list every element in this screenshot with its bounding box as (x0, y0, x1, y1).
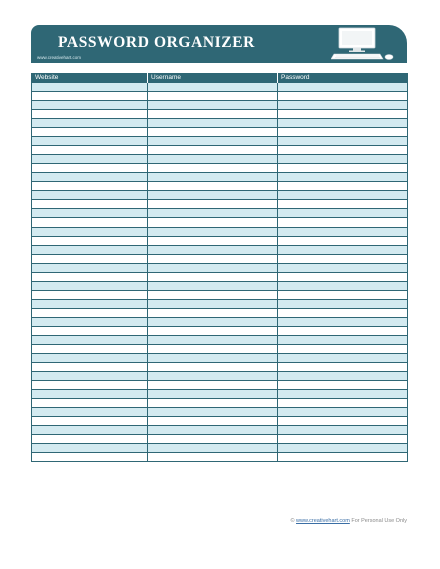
table-row (32, 326, 408, 335)
password-cell[interactable] (278, 435, 408, 444)
table-row (32, 128, 408, 137)
username-cell[interactable] (148, 155, 278, 164)
username-cell[interactable] (148, 335, 278, 344)
username-cell[interactable] (148, 263, 278, 272)
computer-icon (331, 27, 395, 61)
username-cell[interactable] (148, 344, 278, 353)
username-cell[interactable] (148, 308, 278, 317)
header-url: www.creativehart.com (37, 55, 82, 60)
username-cell[interactable] (148, 146, 278, 155)
website-cell[interactable] (32, 372, 148, 381)
password-cell[interactable] (278, 263, 408, 272)
username-cell[interactable] (148, 254, 278, 263)
username-cell[interactable] (148, 236, 278, 245)
password-cell[interactable] (278, 245, 408, 254)
password-cell[interactable] (278, 182, 408, 191)
password-cell[interactable] (278, 101, 408, 110)
website-cell[interactable] (32, 218, 148, 227)
website-cell[interactable] (32, 453, 148, 462)
table-row (32, 200, 408, 209)
password-cell[interactable] (278, 209, 408, 218)
table-row (32, 83, 408, 92)
username-cell[interactable] (148, 83, 278, 92)
table-row (32, 191, 408, 200)
password-cell[interactable] (278, 164, 408, 173)
website-cell[interactable] (32, 353, 148, 362)
website-cell[interactable] (32, 281, 148, 290)
table-row (32, 281, 408, 290)
website-cell[interactable] (32, 263, 148, 272)
username-cell[interactable] (148, 218, 278, 227)
password-cell[interactable] (278, 173, 408, 182)
password-cell[interactable] (278, 254, 408, 263)
password-cell[interactable] (278, 290, 408, 299)
username-cell[interactable] (148, 245, 278, 254)
website-cell[interactable] (32, 155, 148, 164)
website-cell[interactable] (32, 182, 148, 191)
username-cell[interactable] (148, 317, 278, 326)
table-row (32, 435, 408, 444)
website-cell[interactable] (32, 227, 148, 236)
table-row (32, 344, 408, 353)
table-row (32, 110, 408, 119)
table-row (32, 299, 408, 308)
username-cell[interactable] (148, 353, 278, 362)
password-cell[interactable] (278, 272, 408, 281)
table-row (32, 119, 408, 128)
password-cell[interactable] (278, 362, 408, 371)
username-cell[interactable] (148, 435, 278, 444)
table-row (32, 137, 408, 146)
table-row (32, 317, 408, 326)
username-cell[interactable] (148, 200, 278, 209)
header-banner (31, 25, 407, 63)
table-row (32, 426, 408, 435)
table-row (32, 245, 408, 254)
username-cell[interactable] (148, 281, 278, 290)
website-cell[interactable] (32, 83, 148, 92)
footer-link[interactable]: www.creativehart.com (296, 518, 350, 524)
table-row (32, 146, 408, 155)
copyright-symbol: © (290, 518, 295, 524)
website-cell[interactable] (32, 101, 148, 110)
username-cell[interactable] (148, 299, 278, 308)
username-cell[interactable] (148, 92, 278, 101)
username-cell[interactable] (148, 362, 278, 371)
password-cell[interactable] (278, 444, 408, 453)
website-cell[interactable] (32, 344, 148, 353)
password-cell[interactable] (278, 119, 408, 128)
password-cell[interactable] (278, 317, 408, 326)
table-row (32, 353, 408, 362)
website-cell[interactable] (32, 110, 148, 119)
username-cell[interactable] (148, 164, 278, 173)
username-cell[interactable] (148, 417, 278, 426)
username-cell[interactable] (148, 272, 278, 281)
website-cell[interactable] (32, 191, 148, 200)
password-cell[interactable] (278, 83, 408, 92)
website-cell[interactable] (32, 444, 148, 453)
website-cell[interactable] (32, 164, 148, 173)
website-cell[interactable] (32, 390, 148, 399)
table-row (32, 408, 408, 417)
table-row (32, 218, 408, 227)
username-cell[interactable] (148, 110, 278, 119)
table-row (32, 263, 408, 272)
table-body (32, 83, 408, 462)
table-row (32, 372, 408, 381)
table-row (32, 209, 408, 218)
website-cell[interactable] (32, 272, 148, 281)
website-cell[interactable] (32, 290, 148, 299)
footer-note: For Personal Use Only (351, 518, 407, 524)
website-cell[interactable] (32, 92, 148, 101)
username-cell[interactable] (148, 182, 278, 191)
website-cell[interactable] (32, 308, 148, 317)
password-cell[interactable] (278, 426, 408, 435)
password-cell[interactable] (278, 128, 408, 137)
table-row (32, 155, 408, 164)
table-header-row (32, 73, 408, 83)
website-cell[interactable] (32, 326, 148, 335)
table-row (32, 362, 408, 371)
website-cell[interactable] (32, 173, 148, 182)
username-cell[interactable] (148, 326, 278, 335)
password-cell[interactable] (278, 390, 408, 399)
password-cell[interactable] (278, 417, 408, 426)
page-title: PASSWORD ORGANIZER (58, 34, 255, 51)
username-cell[interactable] (148, 137, 278, 146)
table-row (32, 227, 408, 236)
column-header-website: Website (32, 73, 148, 83)
website-cell[interactable] (32, 245, 148, 254)
website-cell[interactable] (32, 209, 148, 218)
password-cell[interactable] (278, 399, 408, 408)
website-cell[interactable] (32, 417, 148, 426)
website-cell[interactable] (32, 128, 148, 137)
username-cell[interactable] (148, 209, 278, 218)
username-cell[interactable] (148, 101, 278, 110)
username-cell[interactable] (148, 191, 278, 200)
username-cell[interactable] (148, 426, 278, 435)
username-cell[interactable] (148, 372, 278, 381)
footer (290, 518, 407, 524)
password-cell[interactable] (278, 146, 408, 155)
table-row (32, 417, 408, 426)
table-row (32, 164, 408, 173)
website-cell[interactable] (32, 399, 148, 408)
username-cell[interactable] (148, 399, 278, 408)
website-cell[interactable] (32, 335, 148, 344)
website-cell[interactable] (32, 381, 148, 390)
table-row (32, 390, 408, 399)
password-cell[interactable] (278, 110, 408, 119)
website-cell[interactable] (32, 362, 148, 371)
password-cell[interactable] (278, 381, 408, 390)
password-cell[interactable] (278, 200, 408, 209)
table-row (32, 92, 408, 101)
password-cell[interactable] (278, 236, 408, 245)
password-cell[interactable] (278, 218, 408, 227)
password-cell[interactable] (278, 344, 408, 353)
website-cell[interactable] (32, 435, 148, 444)
website-cell[interactable] (32, 146, 148, 155)
table-row (32, 381, 408, 390)
username-cell[interactable] (148, 444, 278, 453)
website-cell[interactable] (32, 254, 148, 263)
username-cell[interactable] (148, 128, 278, 137)
column-header-password: Password (278, 73, 408, 83)
username-cell[interactable] (148, 390, 278, 399)
password-table (31, 73, 408, 462)
table-row (32, 335, 408, 344)
website-cell[interactable] (32, 137, 148, 146)
table-row (32, 444, 408, 453)
table-row (32, 453, 408, 462)
password-cell[interactable] (278, 453, 408, 462)
website-cell[interactable] (32, 236, 148, 245)
password-cell[interactable] (278, 92, 408, 101)
table-row (32, 182, 408, 191)
password-cell[interactable] (278, 191, 408, 200)
password-cell[interactable] (278, 155, 408, 164)
website-cell[interactable] (32, 299, 148, 308)
password-cell[interactable] (278, 335, 408, 344)
username-cell[interactable] (148, 173, 278, 182)
username-cell[interactable] (148, 381, 278, 390)
username-cell[interactable] (148, 119, 278, 128)
table-row (32, 173, 408, 182)
password-cell[interactable] (278, 408, 408, 417)
password-cell[interactable] (278, 308, 408, 317)
website-cell[interactable] (32, 408, 148, 417)
table-row (32, 290, 408, 299)
table-row (32, 399, 408, 408)
password-cell[interactable] (278, 227, 408, 236)
website-cell[interactable] (32, 317, 148, 326)
password-cell[interactable] (278, 326, 408, 335)
password-cell[interactable] (278, 281, 408, 290)
column-header-username: Username (148, 73, 278, 83)
username-cell[interactable] (148, 453, 278, 462)
website-cell[interactable] (32, 200, 148, 209)
password-cell[interactable] (278, 299, 408, 308)
table-row (32, 254, 408, 263)
table-row (32, 272, 408, 281)
table-row (32, 308, 408, 317)
table-row (32, 101, 408, 110)
username-cell[interactable] (148, 290, 278, 299)
table-row (32, 236, 408, 245)
password-cell[interactable] (278, 353, 408, 362)
username-cell[interactable] (148, 408, 278, 417)
username-cell[interactable] (148, 227, 278, 236)
password-cell[interactable] (278, 137, 408, 146)
password-cell[interactable] (278, 372, 408, 381)
website-cell[interactable] (32, 426, 148, 435)
website-cell[interactable] (32, 119, 148, 128)
